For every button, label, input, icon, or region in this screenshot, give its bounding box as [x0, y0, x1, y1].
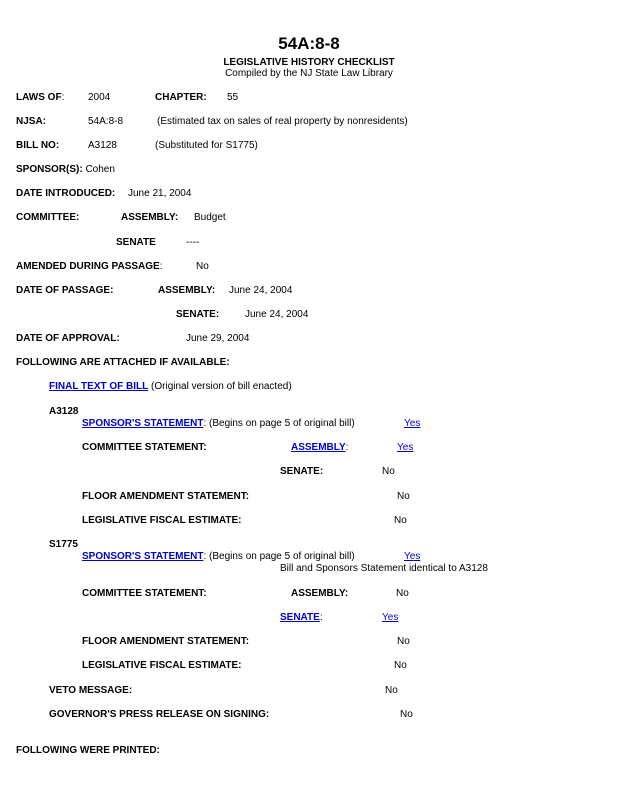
- s1775-sponsor-note: : (Begins on page 5 of original bill): [203, 551, 355, 562]
- veto-value: No: [385, 685, 398, 696]
- chapter-label: CHAPTER:: [155, 92, 207, 103]
- s1775-sponsor-row: [82, 551, 355, 563]
- a3128-senate-value: No: [382, 466, 395, 477]
- s1775-sponsor-yes-link[interactable]: Yes: [404, 551, 421, 562]
- s1775-identical-note: Bill and Sponsors Statement identical to A3128: [280, 563, 488, 574]
- laws-of-row: [16, 92, 64, 104]
- s1775-senate-link[interactable]: SENATE: [280, 612, 320, 623]
- s1775-senate-row: [280, 612, 323, 624]
- s1775-sponsor-statement-link[interactable]: SPONSOR'S STATEMENT: [82, 551, 204, 562]
- sponsors-value: Cohen: [85, 164, 115, 175]
- governor-value: No: [400, 709, 413, 720]
- attached-heading: FOLLOWING ARE ATTACHED IF AVAILABLE:: [16, 357, 230, 368]
- date-of-passage-label: DATE OF PASSAGE:: [16, 285, 114, 296]
- laws-of-label: LAWS OF: [16, 92, 62, 103]
- date-introduced-value: June 21, 2004: [128, 188, 192, 199]
- passage-assembly-value: June 24, 2004: [229, 285, 293, 296]
- final-text-note: (Original version of bill enacted): [151, 381, 292, 392]
- s1775-senate-colon: :: [319, 612, 323, 623]
- a3128-senate-label: SENATE:: [280, 466, 324, 477]
- final-text-link[interactable]: FINAL TEXT OF BILL: [49, 381, 149, 392]
- laws-of-colon: :: [61, 92, 65, 103]
- governor-label: GOVERNOR'S PRESS RELEASE ON SIGNING:: [49, 709, 270, 720]
- final-text-row: [49, 381, 292, 393]
- committee-label: COMMITTEE:: [16, 212, 80, 223]
- s1775-heading: S1775: [49, 539, 78, 550]
- a3128-sponsor-statement-link[interactable]: SPONSOR'S STATEMENT: [82, 418, 204, 429]
- amended-row: [16, 261, 163, 273]
- amended-value: No: [196, 261, 209, 272]
- committee-assembly-value: Budget: [194, 212, 226, 223]
- bill-no-value: A3128: [88, 140, 117, 151]
- njsa-value: 54A:8-8: [88, 116, 124, 127]
- a3128-fiscal-label: LEGISLATIVE FISCAL ESTIMATE:: [82, 515, 242, 526]
- s1775-assembly-value: No: [396, 588, 409, 599]
- amended-colon: :: [159, 261, 163, 272]
- committee-assembly-label: ASSEMBLY:: [121, 212, 179, 223]
- date-introduced-label: DATE INTRODUCED:: [16, 188, 116, 199]
- s1775-fiscal-label: LEGISLATIVE FISCAL ESTIMATE:: [82, 660, 242, 671]
- sponsors-row: [16, 164, 115, 176]
- s1775-floor-label: FLOOR AMENDMENT STATEMENT:: [82, 636, 250, 647]
- a3128-fiscal-value: No: [394, 515, 407, 526]
- chapter-value: 55: [227, 92, 239, 103]
- s1775-committee-label: COMMITTEE STATEMENT:: [82, 588, 207, 599]
- s1775-assembly-label: ASSEMBLY:: [291, 588, 349, 599]
- bill-no-label: BILL NO:: [16, 140, 60, 151]
- veto-label: VETO MESSAGE:: [49, 685, 133, 696]
- njsa-label: NJSA:: [16, 116, 47, 127]
- bill-no-note: (Substituted for S1775): [155, 140, 258, 151]
- passage-senate-label: SENATE:: [176, 309, 220, 320]
- printed-heading: FOLLOWING WERE PRINTED:: [16, 745, 160, 756]
- a3128-sponsor-note: : (Begins on page 5 of original bill): [203, 418, 355, 429]
- a3128-assembly-colon: :: [345, 442, 349, 453]
- sponsors-label: SPONSOR(S):: [16, 164, 83, 175]
- a3128-floor-value: No: [397, 491, 410, 502]
- a3128-assembly-link[interactable]: ASSEMBLY: [291, 442, 346, 453]
- njsa-note: (Estimated tax on sales of real property by nonresidents): [157, 116, 408, 127]
- a3128-floor-label: FLOOR AMENDMENT STATEMENT:: [82, 491, 250, 502]
- a3128-heading: A3128: [49, 406, 79, 417]
- page-title: 54A:8-8: [278, 34, 340, 53]
- s1775-senate-yes-link[interactable]: Yes: [382, 612, 399, 623]
- compiled-by: Compiled by the NJ State Law Library: [225, 68, 393, 79]
- committee-senate-value: ----: [186, 237, 200, 248]
- s1775-floor-value: No: [397, 636, 410, 647]
- a3128-sponsor-row: [82, 418, 355, 430]
- date-of-approval-label: DATE OF APPROVAL:: [16, 333, 120, 344]
- a3128-sponsor-yes-link[interactable]: Yes: [404, 418, 421, 429]
- committee-senate-label: SENATE: [116, 237, 156, 248]
- passage-senate-value: June 24, 2004: [245, 309, 309, 320]
- laws-of-value: 2004: [88, 92, 111, 103]
- a3128-assembly-row: [291, 442, 348, 454]
- amended-label: AMENDED DURING PASSAGE: [16, 261, 160, 272]
- a3128-assembly-yes-link[interactable]: Yes: [397, 442, 414, 453]
- s1775-fiscal-value: No: [394, 660, 407, 671]
- a3128-committee-label: COMMITTEE STATEMENT:: [82, 442, 207, 453]
- date-of-approval-value: June 29, 2004: [186, 333, 250, 344]
- passage-assembly-label: ASSEMBLY:: [158, 285, 216, 296]
- page-subtitle: LEGISLATIVE HISTORY CHECKLIST: [223, 57, 395, 68]
